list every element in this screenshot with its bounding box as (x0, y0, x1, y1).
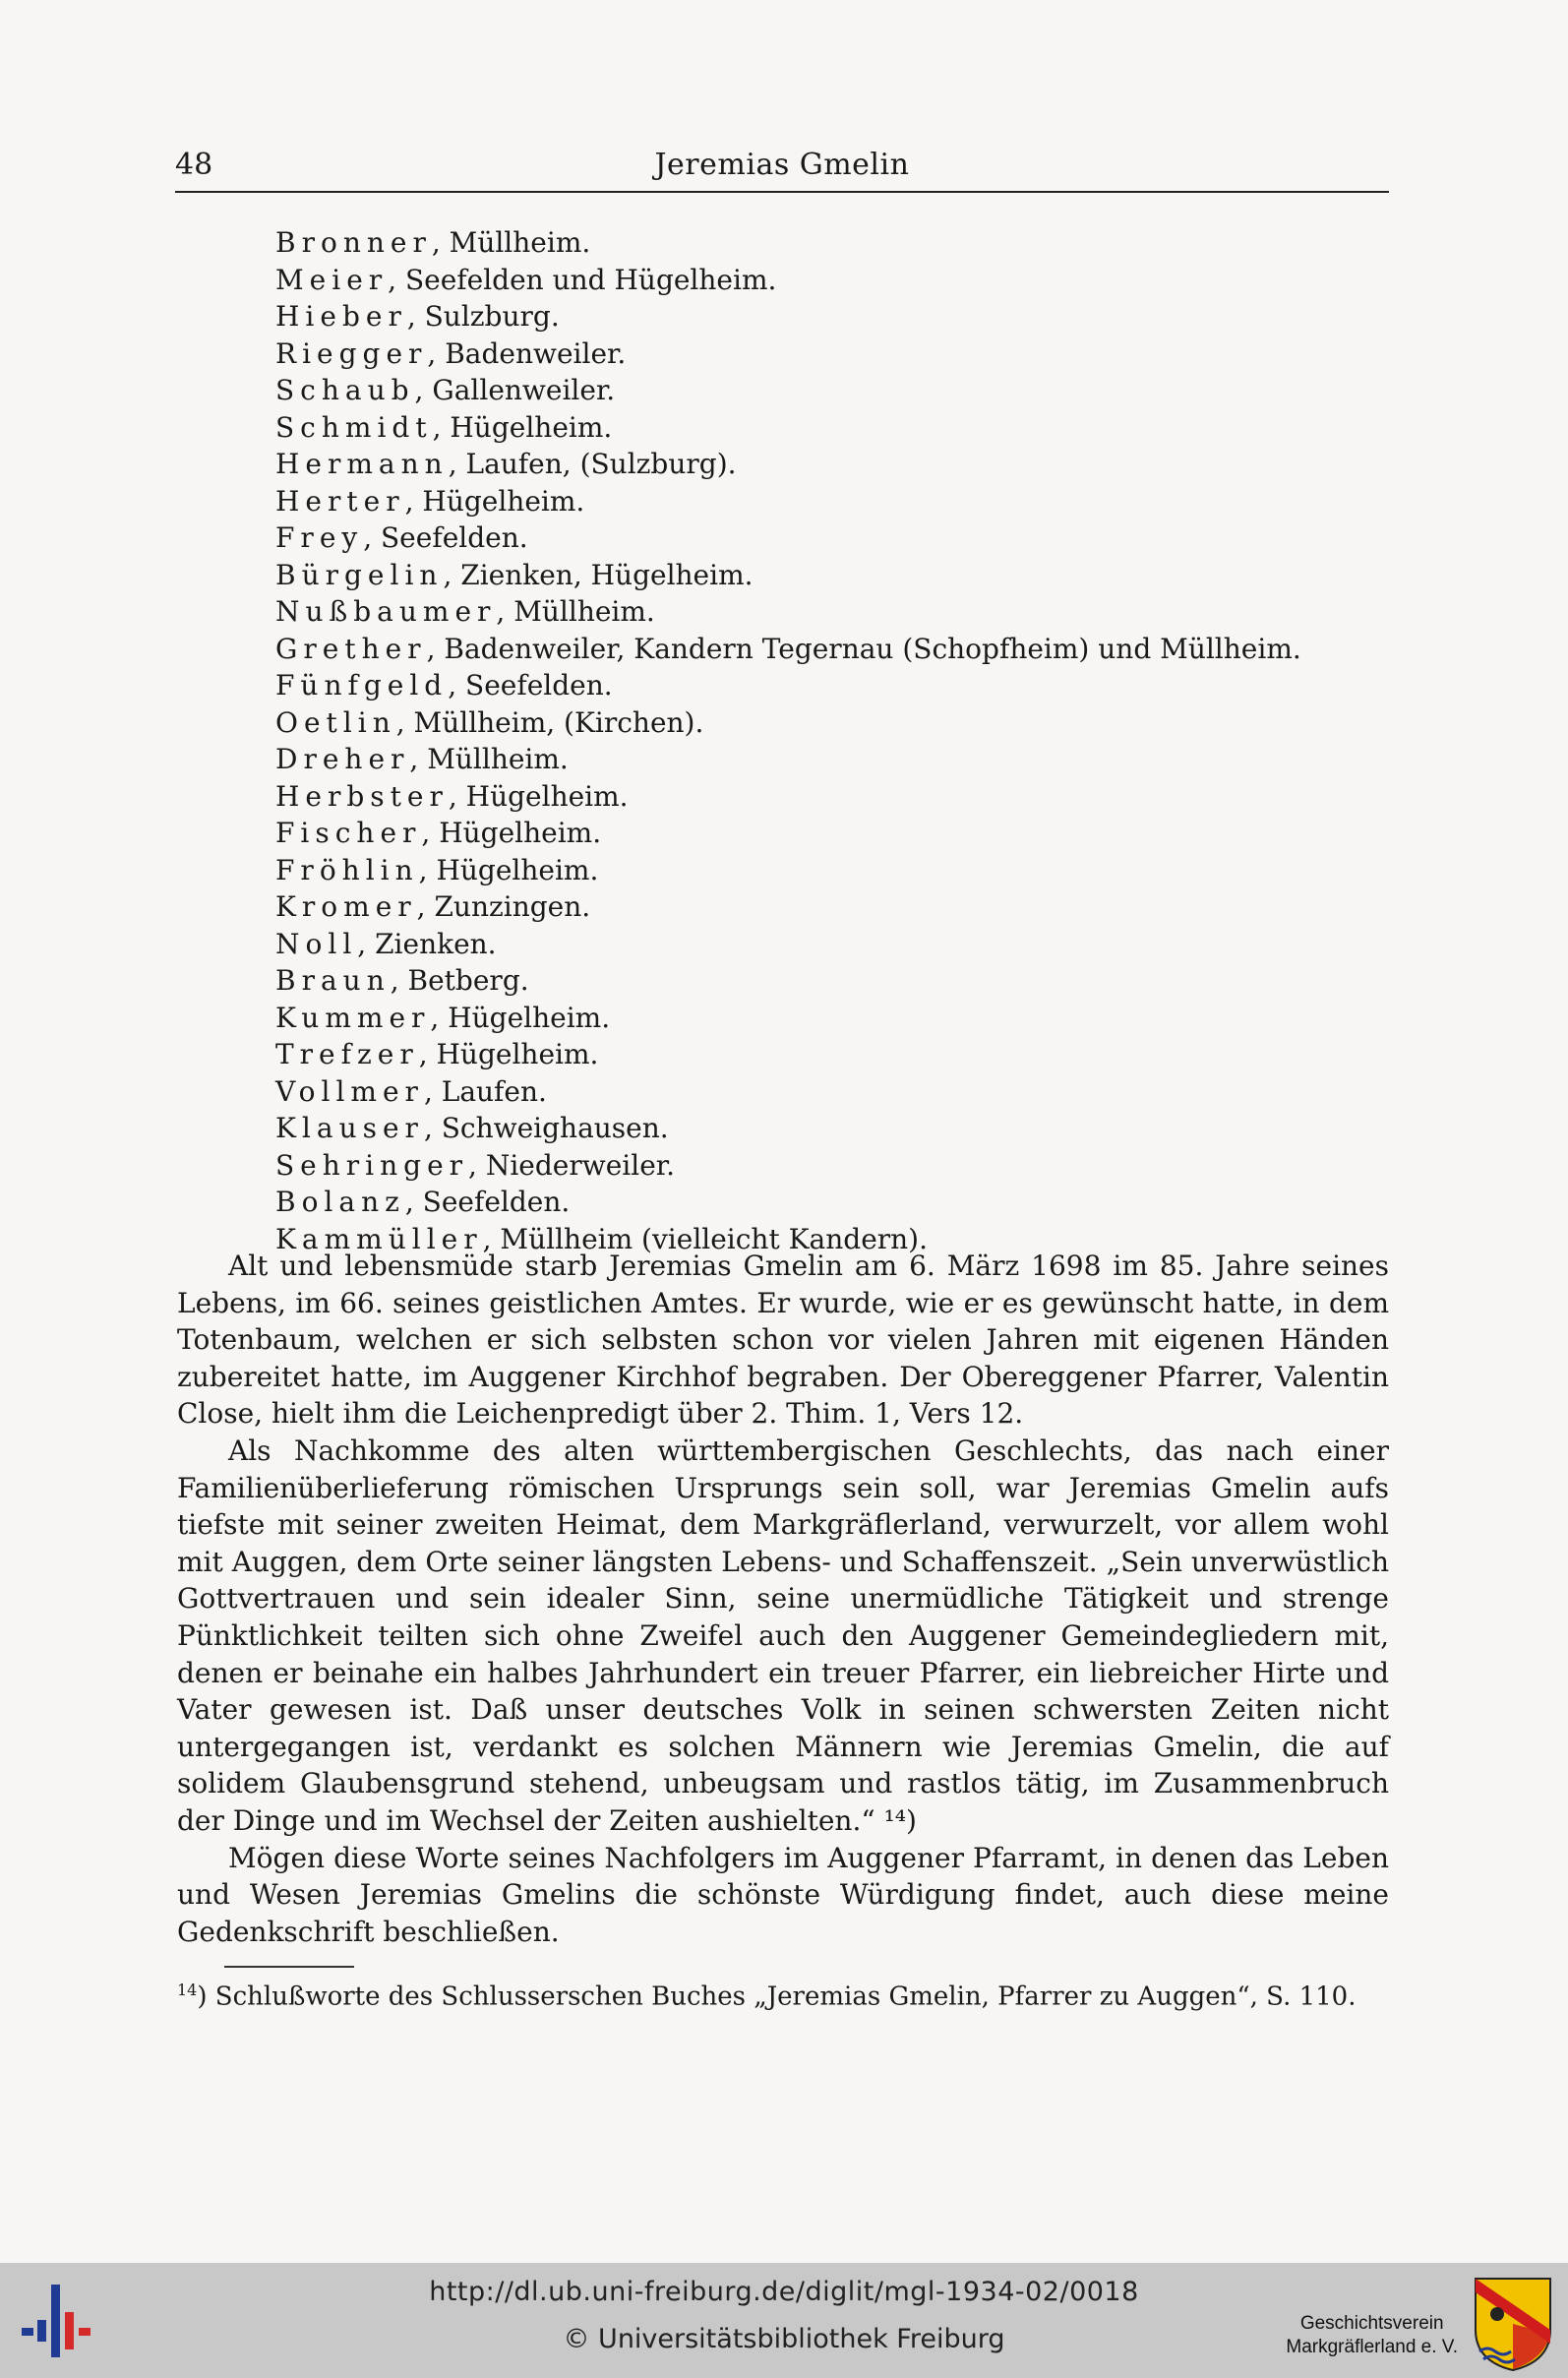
society-line: Geschichtsverein (1299, 2313, 1444, 2334)
name-entry (275, 1073, 1397, 1111)
source-url-link[interactable]: http://dl.ub.uni-freiburg.de/diglit/mgl-1934-02/0018 (429, 2277, 1139, 2307)
name-entry (275, 962, 1397, 1000)
society-line: Markgräflerland e. V. (1286, 2337, 1458, 2357)
name-entry (275, 667, 1397, 704)
page-header (175, 144, 1389, 189)
places: , Zienken, Hügelheim. (443, 558, 754, 591)
surname: Frey (275, 521, 364, 554)
surname: Grether (275, 632, 427, 665)
places: , Seefelden. (363, 521, 528, 554)
places: , Müllheim. (431, 226, 591, 259)
places: , Zienken. (357, 927, 497, 960)
name-entry (275, 372, 1397, 409)
surname: Meier (275, 263, 389, 296)
footnote (177, 1973, 1389, 2015)
surname: Bürgelin (275, 558, 444, 591)
places: , Schweighausen. (423, 1112, 669, 1144)
places: , Hügelheim. (418, 853, 599, 886)
name-entry (275, 888, 1397, 926)
name-entry (275, 1147, 1397, 1185)
name-entry (275, 852, 1397, 889)
footer-bar (0, 2263, 1568, 2378)
name-entry (275, 815, 1397, 852)
name-entry (275, 1036, 1397, 1073)
name-entry (275, 224, 1397, 262)
places: , Hügelheim. (404, 484, 585, 518)
page-number: 48 (175, 148, 213, 182)
name-entry (275, 926, 1397, 963)
surname: Braun (275, 964, 391, 997)
name-entry (275, 1000, 1397, 1037)
name-entry (275, 409, 1397, 447)
places: , Badenweiler, Kandern Tegernau (Schopfheim) und Müllheim. (426, 632, 1301, 665)
footnote-text: ) Schlußworte des Schlusserschen Buches „Jeremias Gmelin, Pfarrer zu Auggen“, S. 110. (197, 1982, 1357, 2012)
body-text (177, 1248, 1389, 1950)
places: , Niederweiler. (468, 1148, 675, 1182)
paragraph: Als Nachkomme des alten württembergischen Geschlechts, das nach einer Familienüberlieferung römischen Ursprungs sein soll, war Jeremias Gmelin aufs tiefste mit seiner zweiten Heimat, dem Markgräflerland, verwurzelt, vor allem wohl mit Auggen, dem Orte seiner längsten Lebens- und Schaffenszeit. „Sein unverwüstlich Gottvertrauen und sein idealer Sinn, seine unermüdliche Tätigkeit und strenge Pünktlichkeit teilten sich ohne Zweifel auch den Auggener Gemeindegliedern mit, denen er beinahe ein halbes Jahrhundert ein treuer Pfarrer, ein liebreicher Hirte und Vater gewesen ist. Daß unser deutsches Volk in seinen schwersten Zeiten nicht untergegangen ist, verdankt es solchen Männern wie Jeremias Gmelin, die auf solidem Glaubensgrund stehend, unbeugsam und rastlos tätig, im Zusammenbruch der Dinge und im Wechsel der Zeiten aushielten.“ ¹⁴) (177, 1433, 1389, 1837)
places: , Hügelheim. (430, 1001, 611, 1034)
name-list (275, 224, 1397, 1257)
surname: Trefzer (275, 1038, 419, 1070)
paragraph: Alt und lebensmüde starb Jeremias Gmelin am 6. März 1698 im 85. Jahre seines Lebens, im 66. seines geistlichen Amtes. Er wurde, wie er es gewünscht hatte, in dem Totenbaum, welchen er sich selbsten schon vor vielen Jahren mit eigenen Händen zubereitet hatte, im Auggener Kirchhof begraben. Der Obereggener Pfarrer, Valentin Close, hielt ihm die Leichenpredigt über 2. Thim. 1, Vers 12. (177, 1250, 1389, 1431)
places: , Hügelheim. (418, 1038, 599, 1070)
paragraph: Mögen diese Worte seines Nachfolgers im Auggener Pfarramt, in denen das Leben und Wesen Jeremias Gmelins die schönste Würdigung findet, auch diese meine Gedenkschrift beschließen. (177, 1841, 1389, 1948)
places: , Laufen. (423, 1074, 547, 1108)
name-entry (275, 483, 1397, 520)
places: , Seefelden. (404, 1186, 571, 1218)
places: , Müllheim. (409, 743, 569, 775)
name-entry (275, 519, 1397, 557)
surname: Herbster (275, 779, 449, 813)
name-entry (275, 741, 1397, 778)
surname: Bolanz (275, 1186, 405, 1218)
surname: Herter (275, 484, 405, 518)
surname: Riegger (275, 336, 428, 370)
name-entry (275, 631, 1397, 668)
places: , Laufen, (Sulzburg). (448, 448, 737, 480)
surname: Vollmer (275, 1074, 424, 1108)
surname: Sehringer (275, 1148, 469, 1182)
name-entry (275, 1110, 1397, 1147)
places: , Betberg. (390, 964, 529, 997)
places: , Müllheim, (Kirchen). (395, 705, 704, 739)
name-entry (275, 335, 1397, 373)
surname: Oetlin (275, 705, 396, 739)
name-entry (275, 557, 1397, 594)
surname: Hermann (275, 448, 449, 480)
footnote-mark: 14 (177, 1981, 198, 1999)
header-rule (175, 191, 1389, 193)
places: , Zunzingen. (416, 890, 591, 923)
places: , Hügelheim. (421, 817, 602, 849)
running-title: Jeremias Gmelin (654, 148, 910, 182)
places: , Müllheim. (496, 595, 655, 628)
surname: Nußbaumer (275, 595, 497, 628)
surname: Kummer (275, 1001, 431, 1034)
places: , Seefelden und Hügelheim. (388, 263, 777, 296)
surname: Hieber (275, 300, 407, 333)
places: , Müllheim (vielleicht Kandern). (482, 1222, 928, 1255)
name-entry (275, 262, 1397, 299)
name-entry (275, 1184, 1397, 1221)
crest-icon (1472, 2275, 1554, 2373)
surname: Bronner (275, 226, 432, 259)
surname: Klauser (275, 1112, 424, 1144)
places: , Seefelden. (448, 669, 613, 701)
surname: Kromer (275, 890, 417, 923)
name-entry (275, 778, 1397, 816)
copyright-notice: © Universitätsbibliothek Freiburg (563, 2324, 1005, 2354)
surname: Kammüller (275, 1222, 483, 1255)
places: , Gallenweiler. (414, 374, 616, 406)
places: , Badenweiler. (427, 336, 627, 370)
surname: Fröhlin (275, 853, 419, 886)
name-entry (275, 298, 1397, 335)
places: , Sulzburg. (406, 300, 560, 333)
footnote-rule (224, 1966, 354, 1968)
surname: Fischer (275, 817, 422, 849)
places: , Hügelheim. (432, 410, 613, 444)
places: , Hügelheim. (448, 779, 629, 813)
name-entry (275, 593, 1397, 631)
society-name (1286, 2312, 1458, 2359)
surname: Schaub (275, 374, 415, 406)
surname: Noll (275, 927, 358, 960)
name-entry (275, 704, 1397, 742)
name-entry (275, 446, 1397, 483)
surname: Dreher (275, 743, 410, 775)
surname: Fünfgeld (275, 669, 449, 701)
surname: Schmidt (275, 410, 433, 444)
